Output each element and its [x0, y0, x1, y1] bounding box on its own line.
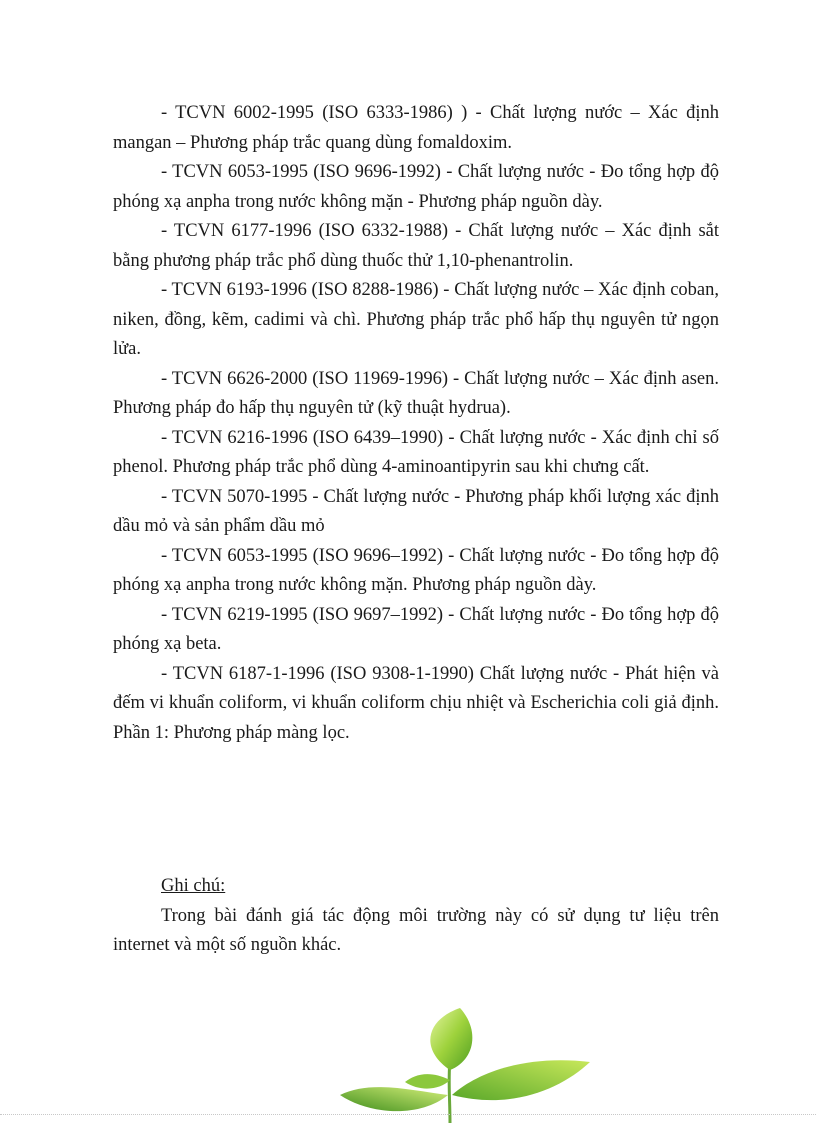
standard-item: - TCVN 6219-1995 (ISO 9697–1992) - Chất lượng nước - Đo tổng hợp độ phóng xạ beta. [113, 604, 719, 654]
footer-divider [0, 1114, 816, 1115]
standard-item: - TCVN 6626-2000 (ISO 11969-1996) - Chất lượng nước – Xác định asen. Phương pháp đo hấp thụ nguyên tử (kỹ thuật hydrua). [113, 368, 719, 418]
leaf-decoration-icon [300, 1000, 620, 1123]
standard-item: - TCVN 6187-1-1996 (ISO 9308-1-1990) Chất lượng nước - Phát hiện và đếm vi khuẩn coliform, vi khuẩn coliform chịu nhiệt và Escherichia coli giả định. Phần 1: Phương pháp màng lọc. [113, 663, 719, 743]
standard-item: - TCVN 6053-1995 (ISO 9696-1992) - Chất lượng nước - Đo tổng hợp độ phóng xạ anpha trong nước không mặn - Phương pháp nguồn dày. [113, 162, 719, 212]
standard-item: - TCVN 6053-1995 (ISO 9696–1992) - Chất lượng nước - Đo tổng hợp độ phóng xạ anpha trong nước không mặn. Phương pháp nguồn dày. [113, 545, 719, 595]
standard-item: - TCVN 6002-1995 (ISO 6333-1986) ) - Chất lượng nước – Xác định mangan – Phương pháp trắc quang dùng fomaldoxim. [113, 103, 719, 153]
note-text: Trong bài đánh giá tác động môi trường này có sử dụng tư liệu trên internet và một số nguồn khác. [113, 905, 719, 955]
note-title: Ghi chú: [161, 876, 226, 896]
standard-item: - TCVN 6177-1996 (ISO 6332-1988) - Chất lượng nước – Xác định sắt bằng phương pháp trắc phổ dùng thuốc thử 1,10-phenantrolin. [113, 221, 719, 271]
standard-item: - TCVN 6216-1996 (ISO 6439–1990) - Chất lượng nước - Xác định chỉ số phenol. Phương pháp trắc phổ dùng 4-aminoantipyrin sau khi chưng cất. [113, 427, 719, 477]
standard-item: - TCVN 5070-1995 - Chất lượng nước - Phương pháp khối lượng xác định dầu mỏ và sản phẩm dầu mỏ [113, 486, 719, 536]
standards-list [113, 99, 719, 748]
note-section [113, 872, 719, 961]
standard-item: - TCVN 6193-1996 (ISO 8288-1986) - Chất lượng nước – Xác định coban, niken, đồng, kẽm, cadimi và chì. Phương pháp trắc phổ hấp thụ nguyên tử ngọn lửa. [113, 280, 719, 359]
